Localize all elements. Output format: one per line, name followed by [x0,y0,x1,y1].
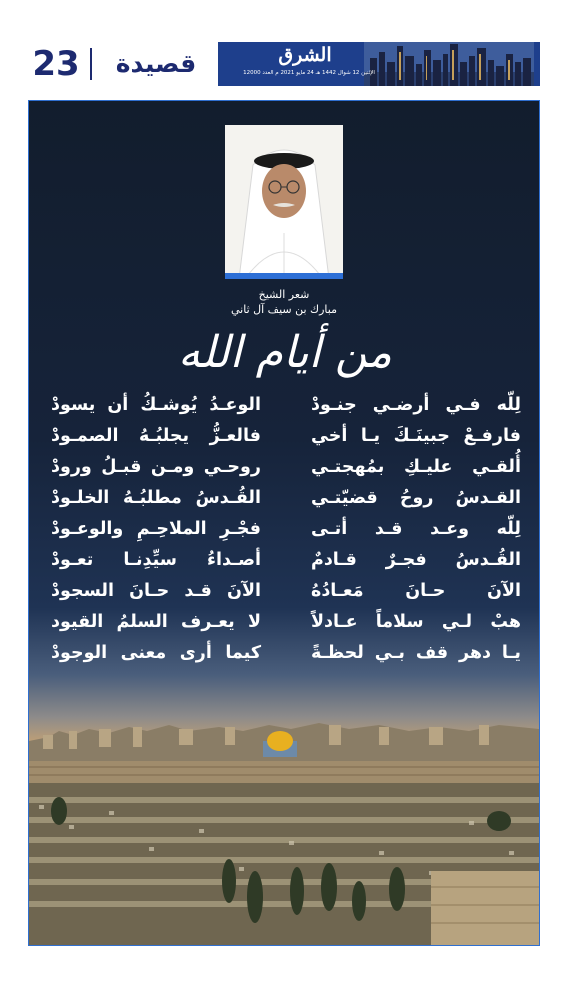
page-header [30,42,540,86]
portrait-accent-bar [225,273,343,279]
jerusalem-cityscape-image [29,701,539,945]
newspaper-logo: الشرق [278,44,332,66]
verse-first-hemistich: لِلّه فـي أرضـي جنـودْ [311,395,521,415]
verse-row [51,488,521,516]
verse-second-hemistich: كيما أرى معنى الوجودْ [51,643,261,663]
verse-row [51,457,521,485]
masthead-banner [218,42,540,86]
skyline-image [364,42,534,86]
issue-date-line: الإثنين 12 شوال 1442 هـ 24 مايو 2021 م العدد 12000 [243,70,375,76]
verse-row [51,581,521,609]
verse-first-hemistich: الآنَ حـانَ مَعـادُهُ [311,581,521,601]
verse-second-hemistich: روحـي ومـن قبـلُ ورودْ [51,457,261,477]
author-name: مبارك بن سيف آل ثاني [231,303,337,316]
page-number: 23 [32,44,80,84]
verse-second-hemistich: فالعـزُّ يجلبُـهُ الصمـودْ [51,426,261,446]
verse-first-hemistich: فارفـعْ جبينَـكَ يـا أخي [311,426,521,446]
verse-second-hemistich: لا يعـرف السلمُ القيود [51,612,261,632]
verse-second-hemistich: الوعـدُ يُوشـكُ أن يسودْ [51,395,261,415]
poem-panel [28,100,540,946]
verse-first-hemistich: أُلقـي عليـكِ بمُهجتـي [311,457,521,477]
verse-first-hemistich: هبْ لـي سلاماً عـادلاً [311,612,521,632]
verse-row [51,395,521,423]
author-caption-line1: شعر الشيخ [258,288,310,301]
author-portrait [225,125,343,279]
section-title: قصيدة [115,49,197,78]
verse-row [51,643,521,671]
verse-first-hemistich: القُـدسُ فجـرٌ قـادمٌ [311,550,521,570]
header-divider [90,48,92,80]
verse-second-hemistich: فجْـرِ الملاحِـمِ والوعـودْ [51,519,261,539]
verse-first-hemistich: يـا دهر قف بـي لحظـةً [311,643,521,663]
verse-second-hemistich: القُـدسُ مطلبُـهُ الخلـودْ [51,488,261,508]
verse-first-hemistich: لِلّه وعـد قـد أتـى [311,519,521,539]
poem-title: من أيام الله [178,327,392,378]
verse-row [51,426,521,454]
verse-first-hemistich: القـدسُ روحُ قضيّتـي [311,488,521,508]
verse-second-hemistich: أصـداءُ سيِّدِنـا تعـودْ [51,550,261,570]
verse-second-hemistich: الآنَ قـد حـانَ السجودْ [51,581,261,601]
verse-row [51,612,521,640]
verse-row [51,519,521,547]
verse-row [51,550,521,578]
